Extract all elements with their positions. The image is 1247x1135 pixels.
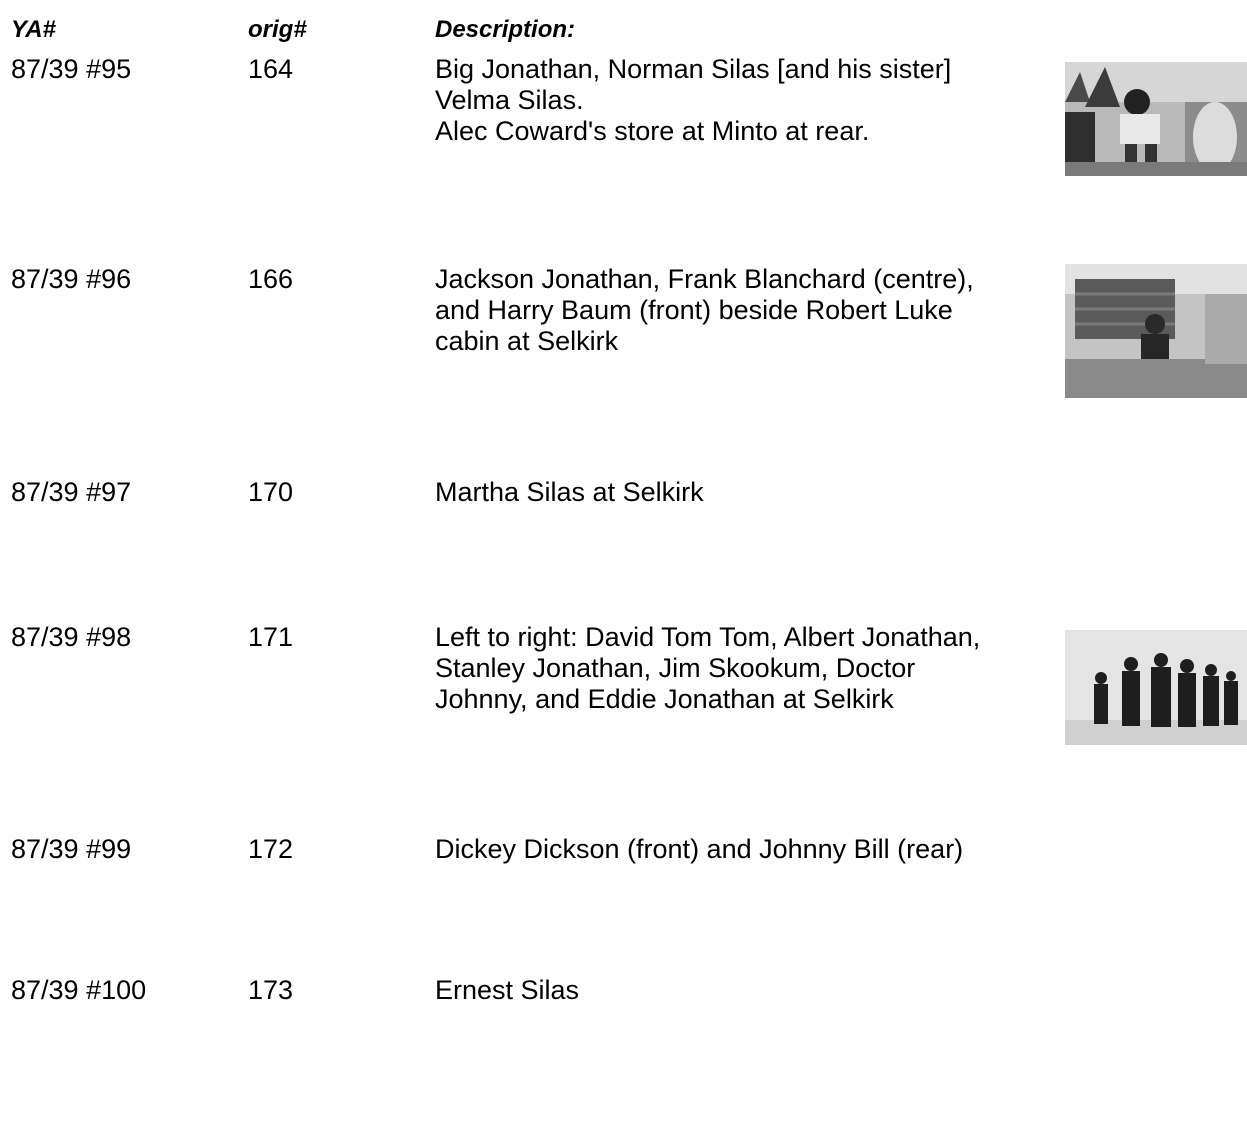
- description-line: and Harry Baum (front) beside Robert Luke: [435, 295, 953, 325]
- description-line: Big Jonathan, Norman Silas [and his sister]: [435, 54, 952, 84]
- description-line: Dickey Dickson (front) and Johnny Bill (rear): [435, 834, 964, 864]
- description: [435, 975, 1055, 1006]
- record-row: [0, 975, 1247, 1135]
- orig-number: 170: [248, 477, 294, 507]
- description: [435, 54, 1055, 147]
- record-row: [0, 54, 1247, 214]
- orig-number: 173: [248, 975, 294, 1005]
- ya-number: 87/39 #98: [11, 622, 132, 652]
- ya-number: 87/39 #96: [11, 264, 132, 294]
- ya-number: 87/39 #99: [11, 834, 132, 864]
- orig-number: 171: [248, 622, 294, 652]
- header-ya-number: YA#: [11, 16, 56, 43]
- description: [435, 622, 1055, 715]
- description-line: Left to right: David Tom Tom, Albert Jonathan,: [435, 622, 981, 652]
- description: [435, 834, 1055, 865]
- description-line: Jackson Jonathan, Frank Blanchard (centre),: [435, 264, 974, 294]
- photo-thumbnail[interactable]: [1065, 630, 1247, 745]
- description-line: Martha Silas at Selkirk: [435, 477, 704, 507]
- description: [435, 264, 1055, 357]
- header-orig-number: orig#: [248, 16, 307, 43]
- ya-number: 87/39 #100: [11, 975, 147, 1005]
- record-row: [0, 622, 1247, 782]
- description-line: Stanley Jonathan, Jim Skookum, Doctor: [435, 653, 916, 683]
- record-row: [0, 834, 1247, 994]
- orig-number: 166: [248, 264, 294, 294]
- orig-number: 164: [248, 54, 294, 84]
- header-description: Description:: [435, 16, 576, 43]
- photo-thumbnail[interactable]: [1065, 264, 1247, 398]
- description-line: Johnny, and Eddie Jonathan at Selkirk: [435, 684, 894, 714]
- description-line: Ernest Silas: [435, 975, 580, 1005]
- description-line: Velma Silas.: [435, 85, 584, 115]
- description-line: Alec Coward's store at Minto at rear.: [435, 116, 870, 146]
- record-row: [0, 264, 1247, 424]
- description-line: cabin at Selkirk: [435, 326, 619, 356]
- ya-number: 87/39 #95: [11, 54, 132, 84]
- record-row: [0, 477, 1247, 637]
- photo-thumbnail[interactable]: [1065, 62, 1247, 176]
- ya-number: 87/39 #97: [11, 477, 132, 507]
- description: [435, 477, 1055, 508]
- orig-number: 172: [248, 834, 294, 864]
